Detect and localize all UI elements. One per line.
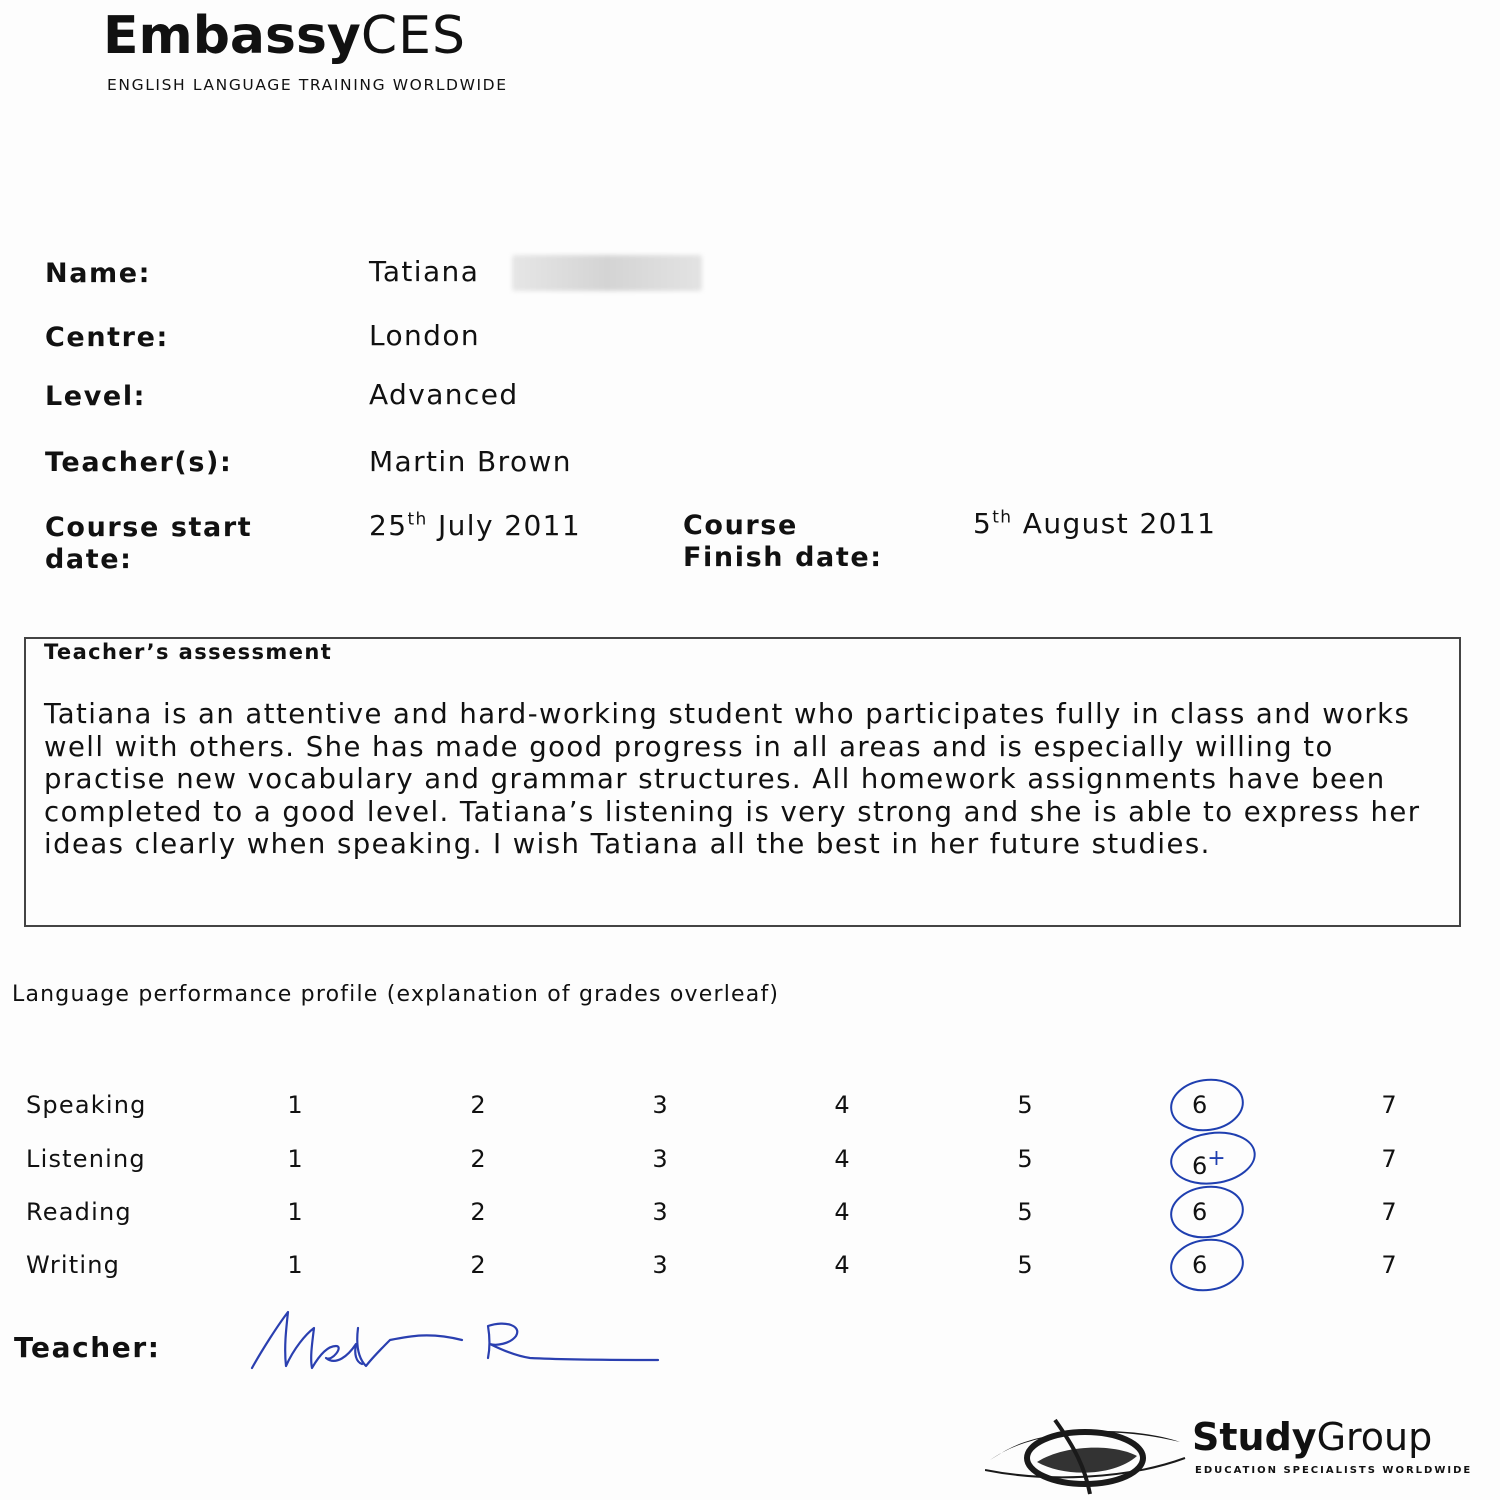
grade-cell: 4 xyxy=(834,1145,850,1173)
course-finish-label-line1: Course xyxy=(683,510,798,541)
grade-cell: 5 xyxy=(1017,1145,1033,1173)
finish-suffix: th xyxy=(992,507,1013,528)
logo-light-text: CES xyxy=(360,6,466,66)
skill-label: Reading xyxy=(26,1198,132,1226)
course-start-label-line2: date: xyxy=(45,544,133,575)
start-suffix: th xyxy=(407,509,428,530)
grade-circle-mark xyxy=(1168,1182,1246,1242)
finish-day: 5 xyxy=(973,507,993,540)
grade-cell: 3 xyxy=(652,1145,668,1173)
assessment-text: Tatiana is an attentive and hard-working student who participates fully in class and works well with others. She has made good progress in all areas and is especially willing to practise new vocabulary and grammar structures. All homework assignments have been completed to a good level. Tatiana’s listening is very strong and she is able to express her ideas clearly when speaking. I wish Tatiana all the best in her future studies. xyxy=(44,698,1421,860)
grade-circle-mark xyxy=(1168,1128,1258,1189)
grade-circle-mark xyxy=(1168,1075,1246,1135)
teacher-signature xyxy=(240,1300,670,1380)
studygroup-bold-text: Study xyxy=(1192,1415,1317,1459)
grade-cell: 3 xyxy=(652,1198,668,1226)
profile-title: Language performance profile (explanation of grades overleaf) xyxy=(12,982,780,1007)
grade-cell: 7 xyxy=(1381,1198,1397,1226)
grade-cell: 1 xyxy=(287,1145,303,1173)
grade-cell: 5 xyxy=(1017,1251,1033,1279)
studygroup-logo xyxy=(1192,1414,1432,1460)
name-value: Tatiana xyxy=(369,255,480,288)
grade-cell: 4 xyxy=(834,1198,850,1226)
grade-cell: 7 xyxy=(1381,1251,1397,1279)
name-label: Name: xyxy=(45,258,152,289)
level-value: Advanced xyxy=(369,378,519,411)
studygroup-light-text: Group xyxy=(1316,1415,1433,1459)
grade-cell: 3 xyxy=(652,1251,668,1279)
grade-cell: 2 xyxy=(470,1145,486,1173)
grade-cell: 6+ xyxy=(1192,1146,1226,1180)
studygroup-tagline: EDUCATION SPECIALISTS WORLDWIDE xyxy=(1195,1465,1473,1476)
grade-cell: 1 xyxy=(287,1198,303,1226)
skill-label: Writing xyxy=(26,1251,121,1279)
skill-label: Speaking xyxy=(26,1091,147,1119)
teacher-value: Martin Brown xyxy=(369,445,572,478)
grade-cell: 5 xyxy=(1017,1198,1033,1226)
grade-cell: 2 xyxy=(470,1198,486,1226)
course-start-label-line1: Course start xyxy=(45,512,253,543)
grade-cell: 6 xyxy=(1192,1198,1208,1226)
centre-label: Centre: xyxy=(45,322,169,353)
course-finish-label-line2: Finish date: xyxy=(683,542,883,573)
grade-circle-mark xyxy=(1168,1235,1246,1295)
grade-cell: 2 xyxy=(470,1251,486,1279)
level-label: Level: xyxy=(45,381,147,412)
grade-cell: 4 xyxy=(834,1091,850,1119)
start-day: 25 xyxy=(369,509,408,542)
logo-tagline: ENGLISH LANGUAGE TRAINING WORLDWIDE xyxy=(107,76,508,94)
grade-cell: 1 xyxy=(287,1091,303,1119)
grade-cell: 4 xyxy=(834,1251,850,1279)
plus-mark: + xyxy=(1207,1146,1226,1171)
grade-cell: 2 xyxy=(470,1091,486,1119)
grade-cell: 6 xyxy=(1192,1091,1208,1119)
teacher-label: Teacher(s): xyxy=(45,447,233,478)
grade-cell: 7 xyxy=(1381,1145,1397,1173)
grade-cell: 7 xyxy=(1381,1091,1397,1119)
start-rest: July 2011 xyxy=(427,509,582,542)
grade-cell: 3 xyxy=(652,1091,668,1119)
finish-rest: August 2011 xyxy=(1012,507,1217,540)
centre-value: London xyxy=(369,319,481,352)
grade-cell: 1 xyxy=(287,1251,303,1279)
grade-cell: 6 xyxy=(1192,1251,1208,1279)
teacher-signoff-label: Teacher: xyxy=(14,1331,161,1364)
assessment-title: Teacher’s assessment xyxy=(44,640,333,664)
grade-cell: 5 xyxy=(1017,1091,1033,1119)
studygroup-emblem xyxy=(985,1408,1195,1498)
skill-label: Listening xyxy=(26,1145,146,1173)
logo-bold-text: Embassy xyxy=(103,6,361,66)
